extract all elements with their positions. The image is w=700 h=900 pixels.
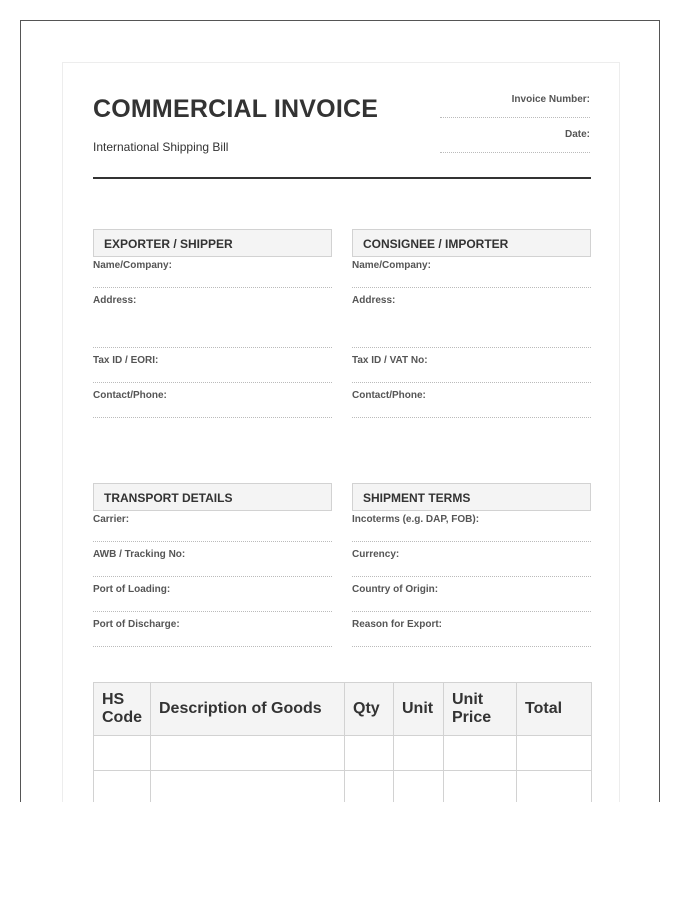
carrier-field[interactable] — [93, 511, 332, 542]
table-cell[interactable] — [345, 771, 394, 803]
consignee-tax-id-field[interactable] — [352, 348, 591, 383]
table-cell[interactable] — [517, 736, 592, 771]
field-label: Reason for Export: — [352, 619, 443, 630]
date-label: Date: — [564, 129, 590, 140]
field-label: Address: — [352, 295, 396, 306]
table-cell[interactable] — [444, 771, 517, 803]
column-header-unit: Unit — [394, 683, 444, 736]
table-row — [94, 771, 592, 803]
table-row — [94, 736, 592, 771]
table-cell[interactable] — [444, 736, 517, 771]
table-cell[interactable] — [151, 736, 345, 771]
consignee-address-field[interactable] — [352, 288, 591, 348]
column-header-total: Total — [517, 683, 592, 736]
port-of-loading-field[interactable] — [93, 577, 332, 612]
field-label: Country of Origin: — [352, 584, 439, 595]
field-label: AWB / Tracking No: — [93, 549, 186, 560]
column-header-qty: Qty — [345, 683, 394, 736]
unit-price-header-line2: Price — [452, 709, 492, 726]
invoice-subtitle: International Shipping Bill — [93, 140, 229, 154]
unit-price-header-line1: Unit — [452, 691, 484, 708]
transport-section — [93, 483, 332, 647]
table-cell[interactable] — [151, 771, 345, 803]
port-of-discharge-field[interactable] — [93, 612, 332, 647]
column-header-hs-code — [94, 683, 151, 736]
table-cell[interactable] — [394, 736, 444, 771]
field-label: Contact/Phone: — [352, 390, 426, 401]
field-label: Port of Loading: — [93, 584, 171, 595]
field-label: Name/Company: — [352, 260, 431, 271]
field-label: Tax ID / VAT No: — [352, 355, 428, 366]
currency-field[interactable] — [352, 542, 591, 577]
page-frame — [20, 20, 660, 802]
header-divider — [93, 177, 591, 179]
tracking-number-field[interactable] — [93, 542, 332, 577]
consignee-name-field[interactable] — [352, 257, 591, 288]
field-label: Address: — [93, 295, 137, 306]
country-of-origin-field[interactable] — [352, 577, 591, 612]
field-label: Name/Company: — [93, 260, 172, 271]
date-field[interactable] — [440, 129, 590, 153]
consignee-section-title: CONSIGNEE / IMPORTER — [352, 229, 591, 257]
invoice-number-field[interactable] — [440, 94, 590, 118]
terms-section — [352, 483, 591, 647]
consignee-section — [352, 229, 591, 418]
consignee-contact-field[interactable] — [352, 383, 591, 418]
goods-table — [93, 682, 592, 802]
table-cell[interactable] — [394, 771, 444, 803]
invoice-title: COMMERCIAL INVOICE — [93, 95, 379, 123]
exporter-contact-field[interactable] — [93, 383, 332, 418]
table-header-row — [94, 683, 592, 736]
table-cell[interactable] — [94, 771, 151, 803]
field-label: Currency: — [352, 549, 400, 560]
incoterms-field[interactable] — [352, 511, 591, 542]
exporter-section — [93, 229, 332, 418]
field-label: Tax ID / EORI: — [93, 355, 159, 366]
table-cell[interactable] — [345, 736, 394, 771]
exporter-address-field[interactable] — [93, 288, 332, 348]
terms-section-title: SHIPMENT TERMS — [352, 483, 591, 511]
invoice-number-line — [440, 117, 590, 118]
column-header-description: Description of Goods — [151, 683, 345, 736]
field-label: Contact/Phone: — [93, 390, 167, 401]
hs-code-header-line1: HS — [102, 691, 125, 708]
field-label: Incoterms (e.g. DAP, FOB): — [352, 514, 480, 525]
invoice-number-label: Invoice Number: — [511, 94, 590, 105]
transport-section-title: TRANSPORT DETAILS — [93, 483, 332, 511]
exporter-tax-id-field[interactable] — [93, 348, 332, 383]
invoice-document — [62, 62, 620, 802]
column-header-unit-price — [444, 683, 517, 736]
reason-for-export-field[interactable] — [352, 612, 591, 647]
field-label: Carrier: — [93, 514, 130, 525]
table-cell[interactable] — [94, 736, 151, 771]
table-cell[interactable] — [517, 771, 592, 803]
date-line — [440, 152, 590, 153]
exporter-section-title: EXPORTER / SHIPPER — [93, 229, 332, 257]
exporter-name-field[interactable] — [93, 257, 332, 288]
hs-code-header-line2: Code — [102, 709, 142, 726]
field-label: Port of Discharge: — [93, 619, 180, 630]
